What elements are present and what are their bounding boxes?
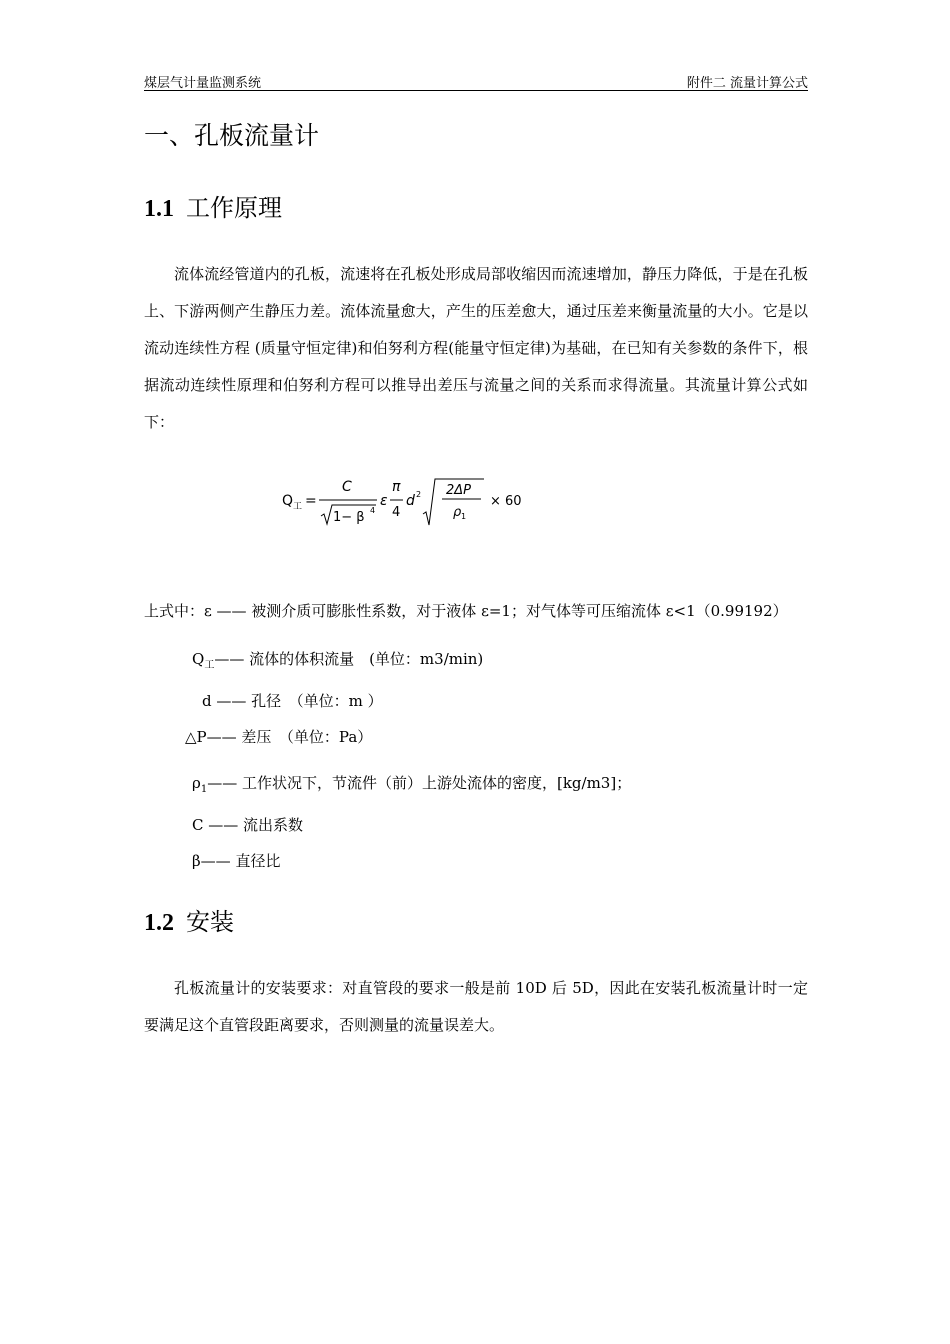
legend-rho-sub: 1	[200, 784, 208, 795]
section-number: 1.1	[144, 196, 174, 222]
legend-intro: 上式中：ε —— 被测介质可膨胀性系数，对于液体 ε=1；对气体等可压缩流体 ε<1（0.99192）	[144, 602, 788, 620]
formula-sqrt-denominator: ρ	[453, 505, 462, 520]
chapter-heading: 一、孔板流量计	[144, 121, 320, 150]
legend-rho-symbol: ρ	[192, 774, 201, 792]
page-header	[144, 70, 808, 91]
formula-four: 4	[392, 505, 401, 520]
formula-lhs-sub: 工	[293, 502, 303, 512]
legend-q-sub: 工	[204, 660, 215, 671]
formula-denominator-exp: 4	[370, 506, 376, 515]
formula-pi: π	[392, 479, 401, 495]
section-title: 安装	[186, 908, 234, 936]
section-number: 1.2	[144, 910, 174, 936]
header-right-title: 附件二 流量计算公式	[686, 76, 808, 91]
flow-formula	[282, 472, 542, 528]
paragraph-installation: 孔板流量计的安装要求：对直管段的要求一般是前 10D 后 5D，因此在安装孔板流量计时一定要满足这个直管段距离要求，否则测量的流量误差大。	[144, 979, 808, 1034]
section-heading-1-1	[144, 188, 282, 223]
legend-rho-desc: —— 工作状况下，节流件（前）上游处流体的密度，[kg/m3]；	[207, 774, 632, 792]
formula-denominator: 1− β	[333, 510, 365, 525]
formula-numerator: C	[342, 479, 352, 495]
legend-q-desc: —— 流体的体积流量 (单位：m3/min)	[214, 650, 484, 668]
legend-q	[192, 648, 483, 671]
formula-equals: =	[305, 493, 317, 509]
legend-c: C —— 流出系数	[192, 816, 304, 834]
formula-sqrt-denominator-sub: 1	[461, 512, 467, 521]
formula-sqrt-numerator: 2ΔP	[446, 483, 472, 498]
header-left-title: 煤层气计量监测系统	[144, 76, 262, 91]
formula-graphic	[282, 472, 542, 528]
section-title: 工作原理	[186, 194, 282, 222]
legend-dp: △P—— 差压 （单位：Pa）	[185, 728, 373, 746]
paragraph-principle: 流体流经管道内的孔板，流速将在孔板处形成局部收缩因而流速增加，静压力降低，于是在孔板上、下游两侧产生静压力差。流体流量愈大，产生的压差愈大，通过压差来衡量流量的大小。它是以流动连续性方程 (质量守恒定律)和伯努利方程(能量守恒定律)为基础，在已知有关参数的条件下，根据流动连续性原理和伯努利方程可以推导出差压与流量之间的关系而求得流量。其流量计算公式如下：	[144, 265, 808, 431]
section-heading-1-2	[144, 902, 234, 937]
legend-beta: β—— 直径比	[192, 852, 281, 870]
legend-rho	[192, 772, 631, 795]
formula-lhs: Q	[282, 493, 294, 509]
formula-epsilon: ε	[380, 493, 388, 509]
formula-times-60: × 60	[490, 494, 522, 509]
legend-d: d —— 孔径 （单位：m ）	[202, 692, 383, 710]
formula-d: d	[406, 493, 415, 509]
legend-q-symbol: Q	[192, 650, 205, 668]
formula-d-exp: 2	[416, 490, 422, 499]
